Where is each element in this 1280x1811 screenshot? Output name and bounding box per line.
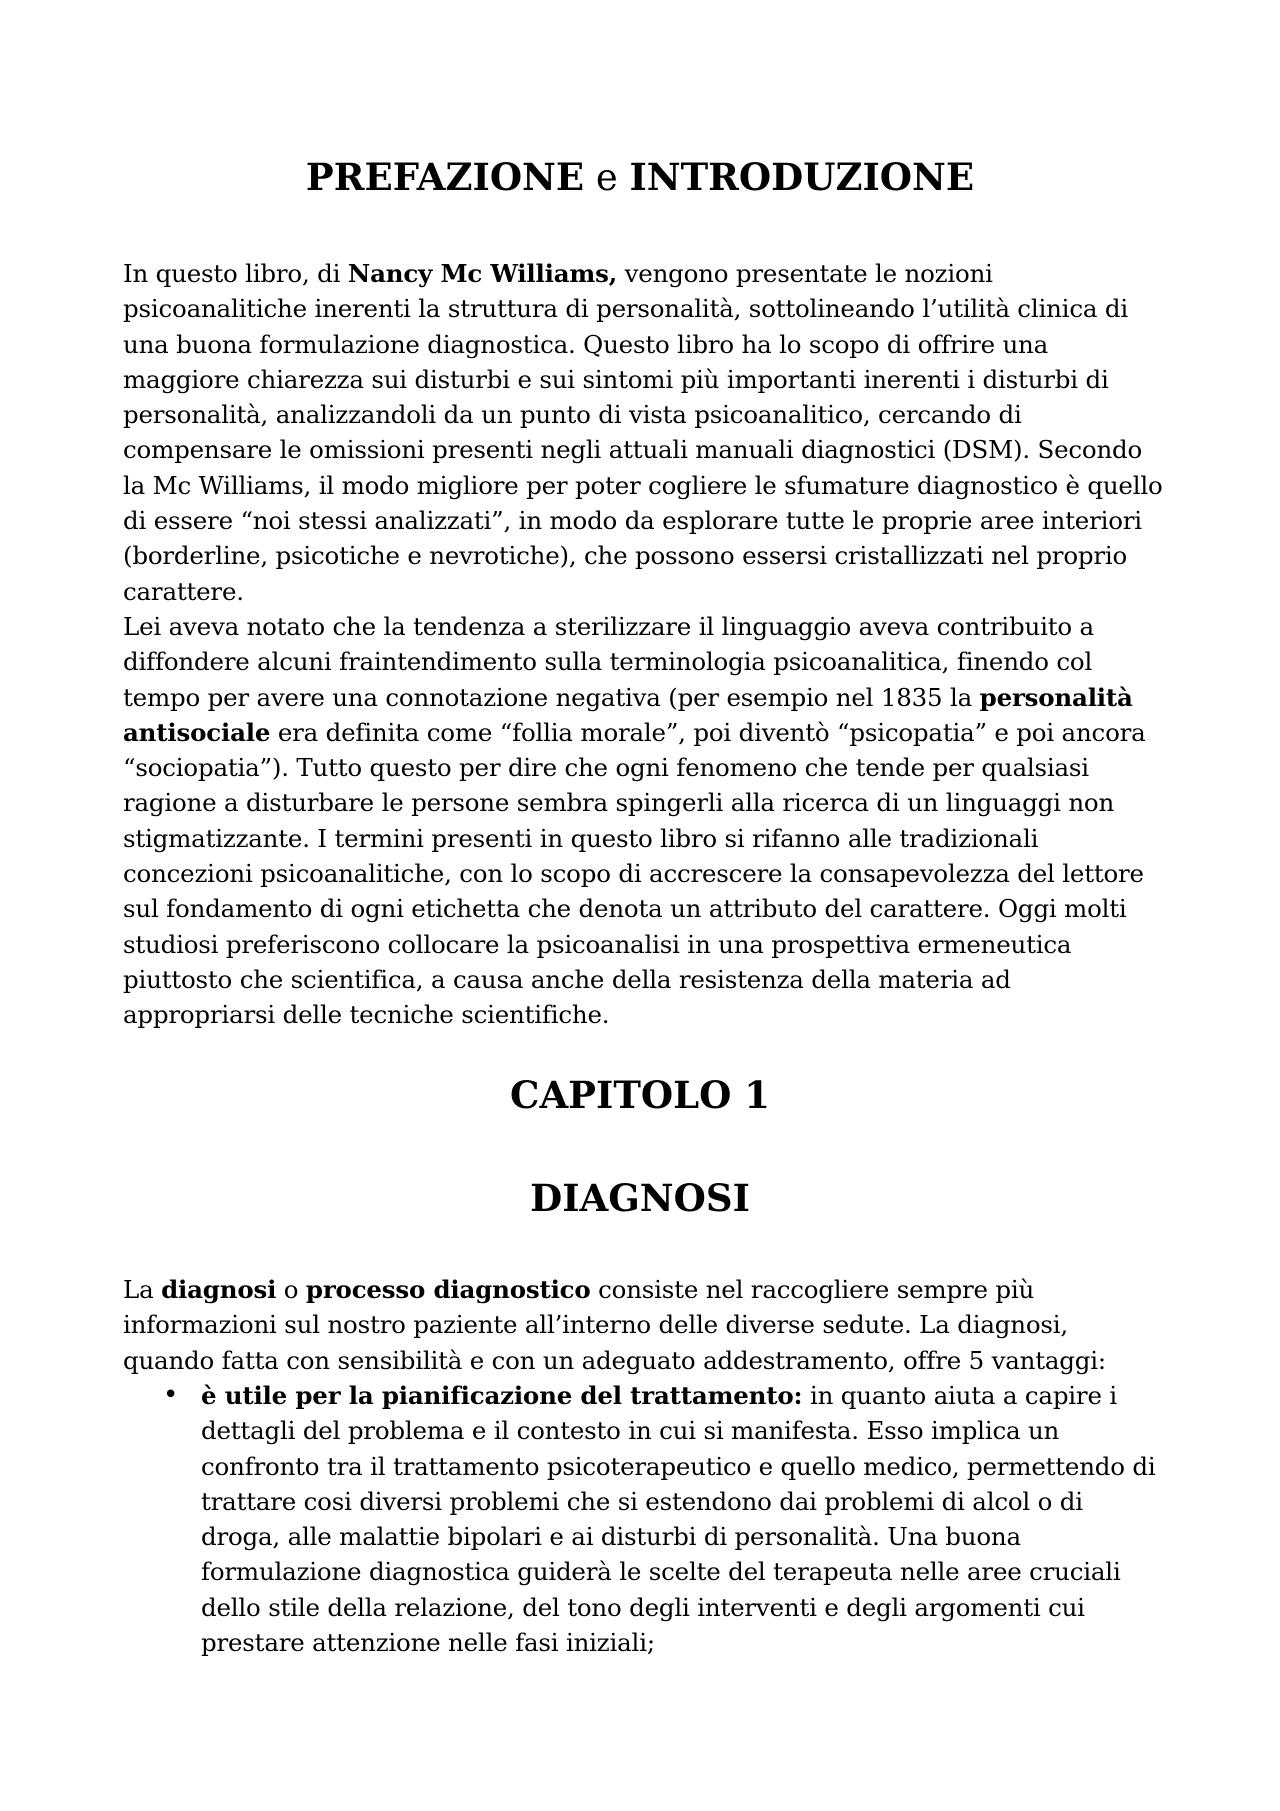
chapter-number: CAPITOLO 1 xyxy=(510,1073,770,1117)
diagnosi-paragraph xyxy=(123,1272,1163,1378)
term-diagnosi: diagnosi xyxy=(161,1275,277,1304)
intro-body xyxy=(123,256,1163,1033)
page-title xyxy=(0,155,1280,200)
advantages-list xyxy=(123,1378,1163,1660)
intro-text-part4: era definita come “follia morale”, poi diventò “psicopatia” e poi ancora “sociopatia”). Tutto questo per dire che ogni fenomeno che tende per qualsiasi ragione a disturbare le persone sembra spingerli alla ricerca di un linguaggi non stigmatizzante. I termini presenti in questo libro si rifanno alle tradizionali concezioni psicoanalitiche, con lo scopo di accrescere la consapevolezza del lettore sul fondamento di ogni etichetta che denota un attributo del carattere. Oggi molti studiosi preferiscono collocare la psicoanalisi in una prospettiva ermeneutica piuttosto che scientifica, a causa anche della resistenza della materia ad appropriarsi delle tecniche scientifiche. xyxy=(123,717,1146,1030)
term-antisocial: personalità antisociale xyxy=(123,682,1133,747)
title-part-prefazione: PREFAZIONE xyxy=(305,155,585,199)
title-part-introduzione: INTRODUZIONE xyxy=(629,155,975,199)
list-item-heading: è utile per la pianificazione del trattamento: xyxy=(201,1381,803,1410)
list-item-text: in quanto aiuta a capire i dettagli del problema e il contesto in cui si manifesta. Esso implica un confronto tra il trattamento psicoterapeutico e quello medico, permettendo di trattare cosi diversi problemi che si estendono dai problemi di alcol o di droga, alle malattie bipolari e ai disturbi di personalità. Una buona formulazione diagnostica guiderà le scelte del terapeuta nelle aree cruciali dello stile della relazione, del tono degli interventi e degli argomenti cui prestare attenzione nelle fasi iniziali; xyxy=(201,1381,1156,1658)
intro-text-start: In questo libro, di xyxy=(123,259,348,288)
intro-text-continued: vengono presentate le nozioni psicoanalitiche inerenti la struttura di personalità, sottolineando l’utilità clinica di una buona formulazione diagnostica. Questo libro ha lo scopo di offrire una maggiore chiarezza sui disturbi e sui sintomi più importanti inerenti i disturbi di personalità, analizzandoli da un punto di vista psicoanalitico, cercando di compensare le omissioni presenti negli attuali manuali diagnostici (DSM). Secondo la Mc Williams, il modo migliore per poter cogliere le sfumature diagnostico è quello di essere “noi stessi analizzati”, in modo da esplorare tutte le proprie aree interiori (borderline, psicotiche e nevrotiche), che possono essersi cristallizzati nel proprio carattere. xyxy=(123,259,1163,606)
chapter-title: DIAGNOSI xyxy=(530,1176,750,1220)
diagnosi-text-2: o xyxy=(276,1275,306,1304)
diagnosi-text-1: La xyxy=(123,1275,162,1304)
term-processo-diagnostico: processo diagnostico xyxy=(305,1275,591,1304)
intro-text-part3: Lei aveva notato che la tendenza a sterilizzare il linguaggio aveva contribuito a diffondere alcuni fraintendimento sulla terminologia psicoanalitica, finendo col tempo per avere una connotazione negativa (per esempio nel 1835 la xyxy=(123,611,1094,712)
intro-paragraph-2 xyxy=(123,609,1163,1033)
intro-paragraph-1 xyxy=(123,256,1163,609)
bullet-icon: • xyxy=(163,1380,179,1410)
diagnosi-body xyxy=(123,1272,1163,1378)
title-conjunction: e xyxy=(584,156,630,199)
list-item xyxy=(123,1378,1163,1660)
diagnosi-text-3: consiste nel raccogliere sempre più informazioni sul nostro paziente all’interno delle diverse sedute. La diagnosi, quando fatta con sensibilità e con un adeguato addestramento, offre 5 vantaggi: xyxy=(123,1275,1106,1375)
author-name: Nancy Mc Williams, xyxy=(347,259,618,288)
